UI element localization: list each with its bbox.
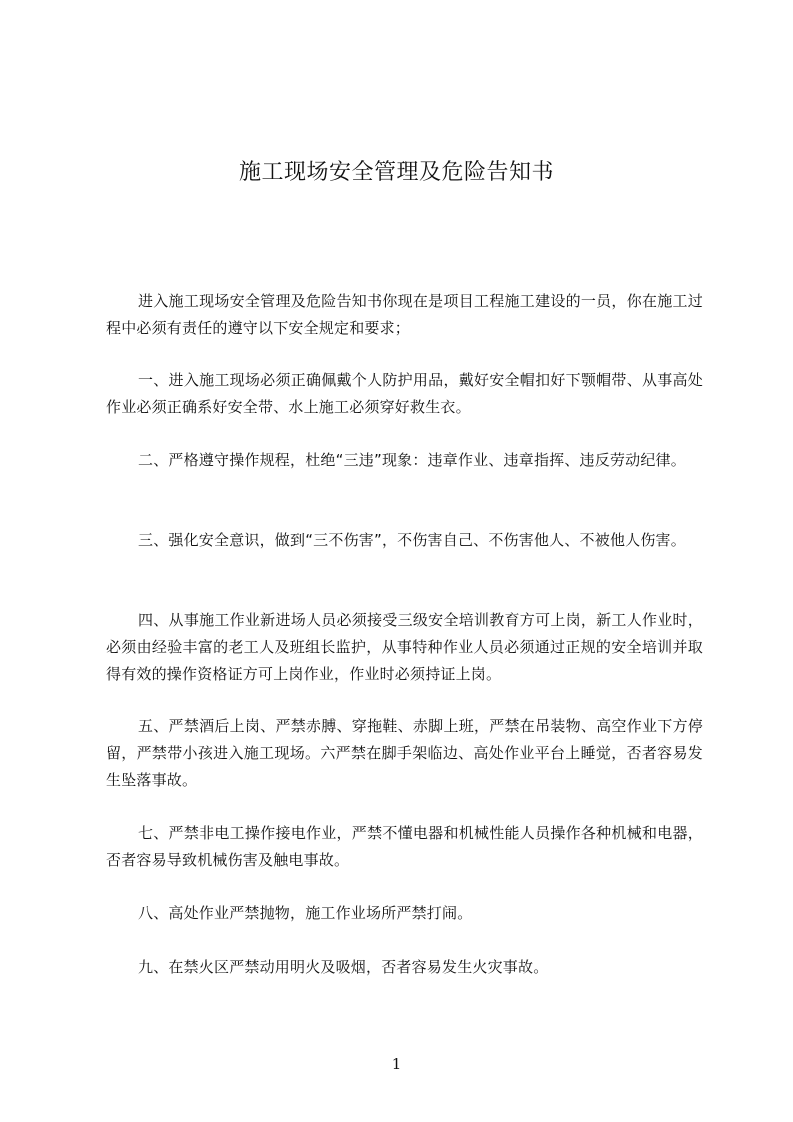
rule-2-paragraph: 二、严格遵守操作规程，杜绝“三违”现象：违章作业、违章指挥、违反劳动纪律。 — [138, 451, 686, 469]
intro-paragraph: 进入施工现场安全管理及危险告知书你现在是项目工程施工建设的一员，你在施工过程中必须有责任的遵守以下安全规定和要求； — [106, 292, 703, 337]
rule-5-6-paragraph: 五、严禁酒后上岗、严禁赤膊、穿拖鞋、赤脚上班，严禁在吊装物、高空作业下方停留，严禁带小孩进入施工现场。六严禁在脚手架临边、高处作业平台上睡觉，否者容易发生坠落事故。 — [106, 717, 703, 789]
rule-4-paragraph: 四、从事施工作业新进场人员必须接受三级安全培训教育方可上岗，新工人作业时，必须由经验丰富的老工人及班组长监护，从事特种作业人员必须通过正规的安全培训并取得有效的操作资格证方可上岗作业，作业时必须持证上岗。 — [106, 611, 703, 683]
rule-7-paragraph: 七、严禁非电工操作接电作业，严禁不懂电器和机械性能人员操作各种机械和电器，否者容易导致机械伤害及触电事故。 — [106, 824, 703, 869]
rule-3-paragraph: 三、强化安全意识，做到“三不伤害”，不伤害自己、不伤害他人、不被他人伤害。 — [138, 531, 686, 549]
rule-9-paragraph: 九、在禁火区严禁动用明火及吸烟，否者容易发生火灾事故。 — [138, 958, 549, 976]
rule-1-paragraph: 一、进入施工现场必须正确佩戴个人防护用品，戴好安全帽扣好下颚帽带、从事高处作业必须正确系好安全带、水上施工必须穿好救生衣。 — [106, 371, 703, 416]
page-number: 1 — [391, 1055, 402, 1073]
document-title: 施工现场安全管理及危险告知书 — [238, 159, 554, 185]
rule-8-paragraph: 八、高处作业严禁抛物，施工作业场所严禁打闹。 — [138, 904, 473, 922]
